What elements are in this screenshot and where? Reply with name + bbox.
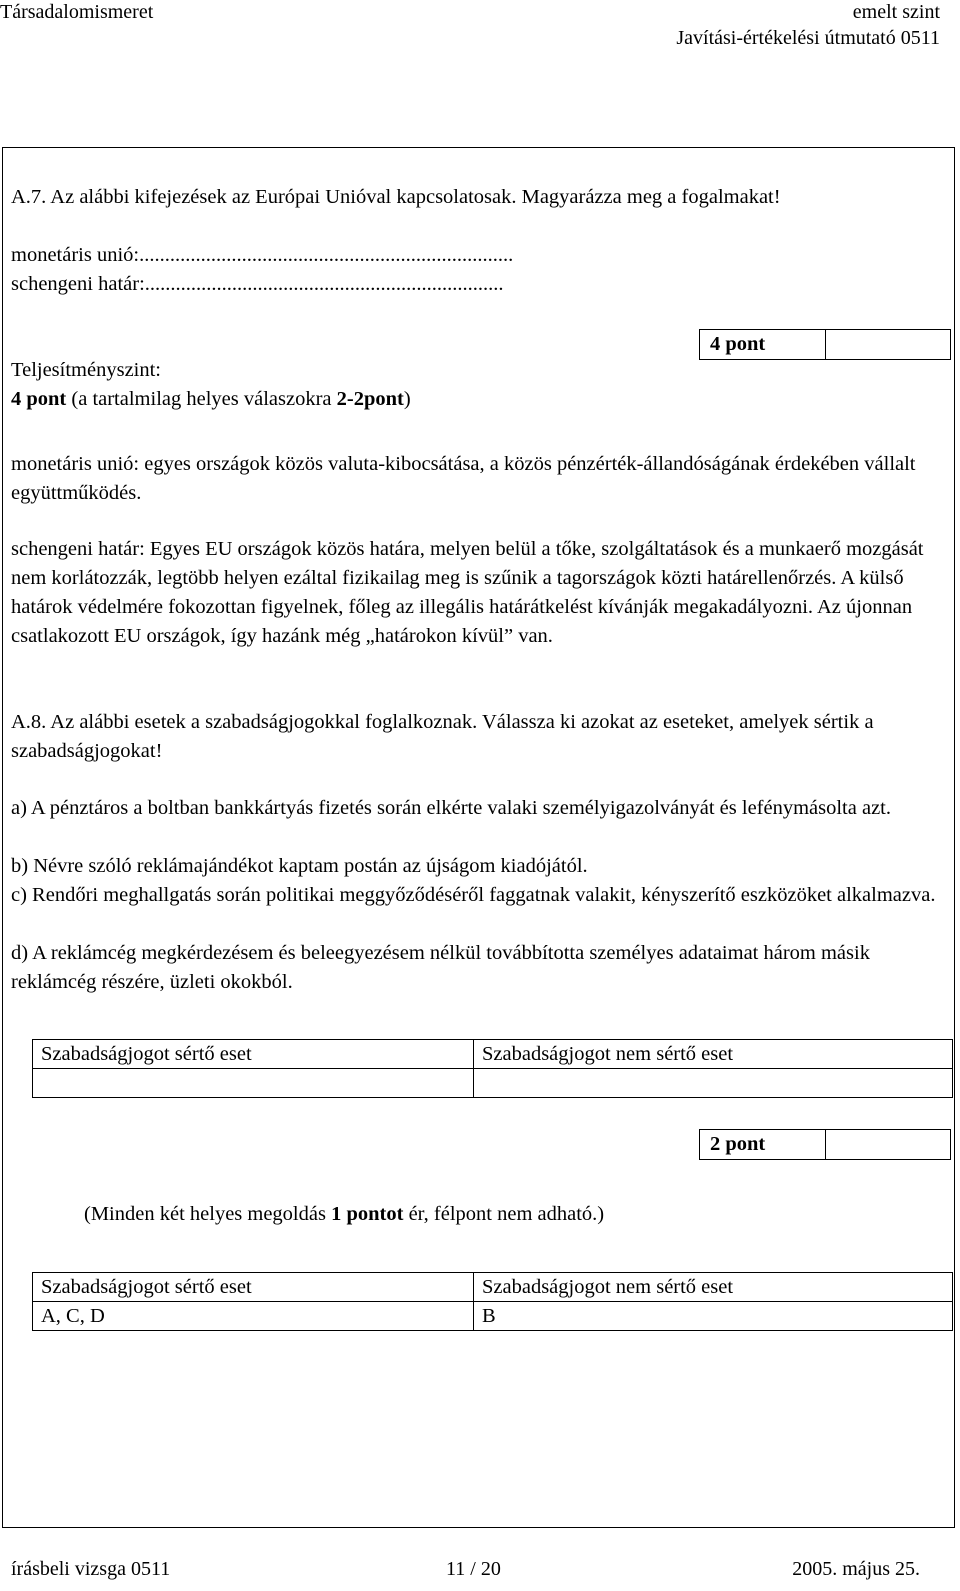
- a7-line-monetary: monetáris unió:.........................................................................: [11, 244, 514, 266]
- a7-answer-monetary: monetáris unió: egyes országok közös valuta-kibocsátása, a közös pénzérték-állandóságának érdekében vállalt együttműködés.: [11, 453, 916, 504]
- a8-col1-answer-cell[interactable]: [33, 1069, 474, 1098]
- a7-perf-rest: (a tartalmilag helyes válaszokra: [66, 388, 337, 410]
- a8-sol-col1-value: A, C, D: [33, 1302, 474, 1331]
- table-row: [33, 1273, 953, 1302]
- a7-answer-schengen: schengeni határ: Egyes EU országok közös határa, melyen belül a tőke, szolgáltatások és a munkaerő mozgását nem korlátozzák, legtöbb helyen ezáltal fizikailag meg is szűnik a tagországok közti határellenőrzés. A külső határok védelmére fokozottan figyelnek, főleg az illegális határátkelést kívánják megakadályozni. Az újonnan csatlakozott EU országok, így hazánk még „határokon kívül” van.: [11, 538, 924, 647]
- a8-scoring-post: ér, félpont nem adható.): [403, 1203, 605, 1225]
- table-row: [33, 1069, 953, 1098]
- a7-perf-end: ): [403, 388, 411, 410]
- a8-case-a: a) A pénztáros a boltban bankkártyás fizetés során elkérte valaki személyigazolványát és lefénymásolta azt.: [11, 797, 891, 819]
- footer-exam: írásbeli vizsga 0511: [11, 1558, 171, 1580]
- footer-page-number: 11 / 20: [446, 1558, 501, 1580]
- table-row: [33, 1302, 953, 1331]
- a8-case-c: c) Rendőri meghallgatás során politikai meggyőződéséről faggatnak valakit, kényszerítő eszközöket alkalmazva.: [11, 884, 936, 906]
- a8-col2-header: Szabadságjogot nem sértő eset: [474, 1040, 953, 1069]
- a8-points-box: [699, 1129, 951, 1160]
- a7-perf-detail: [11, 388, 411, 411]
- a8-sol-col2-value: B: [474, 1302, 953, 1331]
- a8-scoring-bold: 1 pontot: [331, 1203, 404, 1225]
- a8-case-b: b) Névre szóló reklámajándékot kaptam postán az újságom kiadójától.: [11, 855, 588, 877]
- a7-points-box: [699, 329, 951, 360]
- footer-date: 2005. május 25.: [792, 1558, 920, 1580]
- a8-case-d: d) A reklámcég megkérdezésem és beleegyezésem nélkül továbbította személyes adataimat három másik reklámcég részére, üzleti okokból.: [11, 942, 870, 993]
- a8-question: A.8. Az alábbi esetek a szabadságjogokkal foglalkoznak. Válassza ki azokat az eseteket, amelyek sértik a szabadságjogokat!: [11, 711, 874, 762]
- a7-perf-label: Teljesítményszint:: [11, 359, 162, 381]
- a8-scoring-pre: (Minden két helyes megoldás: [84, 1203, 332, 1225]
- a8-scoring-note: [84, 1203, 604, 1226]
- a7-points-value[interactable]: [826, 330, 950, 359]
- a7-points-label: 4 pont: [700, 330, 826, 359]
- a7-question: A.7. Az alábbi kifejezések az Európai Unióval kapcsolatosak. Magyarázza meg a fogalmakat!: [11, 186, 781, 208]
- a8-col1-header: Szabadságjogot sértő eset: [33, 1040, 474, 1069]
- a7-perf-bold2: 2-2pont: [336, 388, 404, 410]
- a8-solution-table: [32, 1272, 953, 1331]
- a8-col2-answer-cell[interactable]: [474, 1069, 953, 1098]
- a7-perf-bold: 4 pont: [11, 388, 67, 410]
- a8-sol-col2-header: Szabadságjogot nem sértő eset: [474, 1273, 953, 1302]
- a8-points-label: 2 pont: [700, 1130, 826, 1159]
- a8-answer-table: [32, 1039, 953, 1098]
- header-subject: Társadalomismeret: [0, 1, 154, 23]
- a8-sol-col1-header: Szabadságjogot sértő eset: [33, 1273, 474, 1302]
- a8-points-value[interactable]: [826, 1130, 950, 1159]
- table-row: [33, 1040, 953, 1069]
- header-level: emelt szint: [852, 1, 940, 23]
- a7-line-schengen: schengeni határ:......................................................................: [11, 273, 504, 295]
- header-guide: Javítási-értékelési útmutató 0511: [676, 27, 940, 49]
